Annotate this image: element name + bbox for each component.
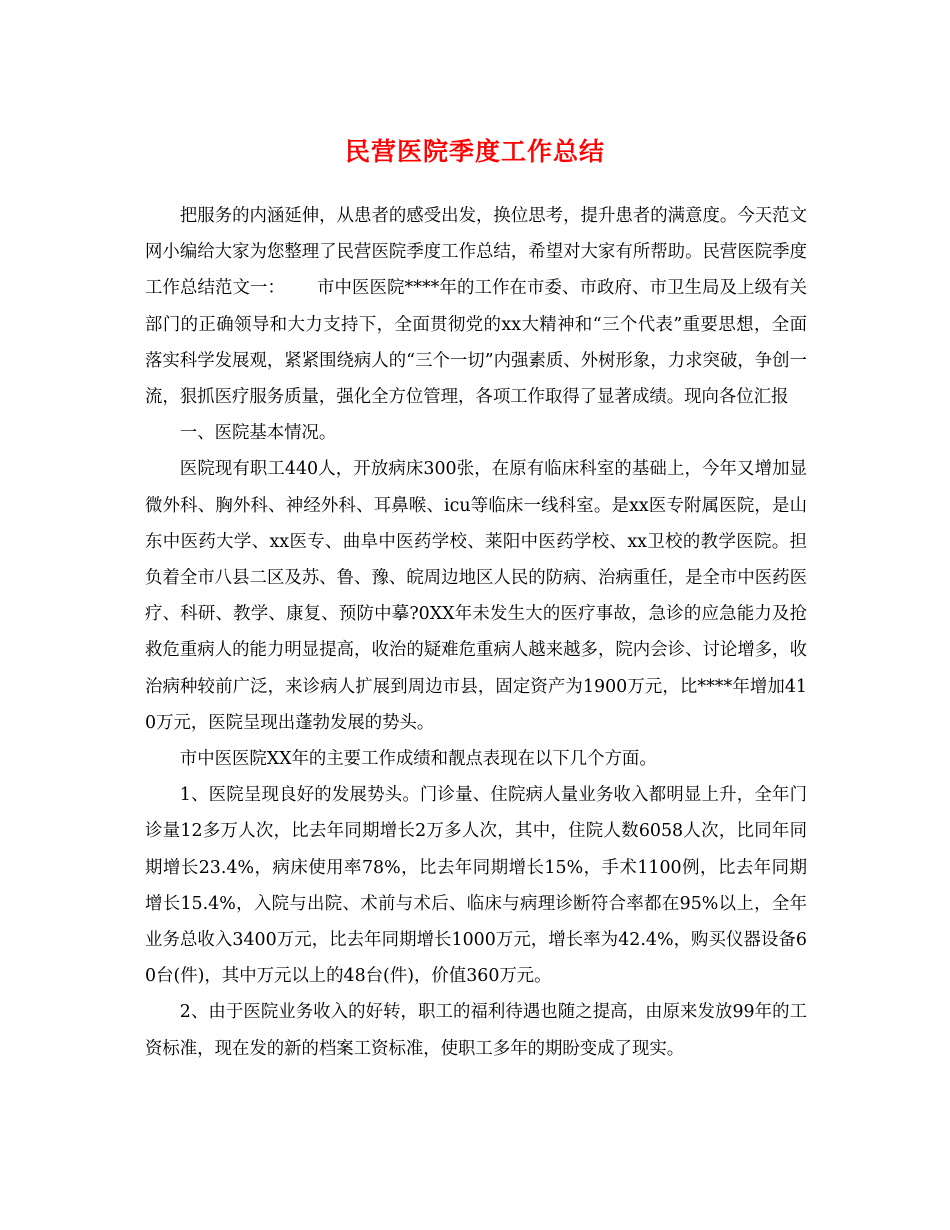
document-body	[145, 198, 807, 1067]
paragraph-intro: 把服务的内涵延伸，从患者的感受出发，换位思考，提升患者的满意度。今天范文网小编给大家为您整理了民营医院季度工作总结，希望对大家有所帮助。民营医院季度工作总结范文一： 市中医医院****年的工作在市委、市政府、市卫生局及上级有关部门的正确领导和大力支持下，全面贯彻党的xx大精神和“三个代表”重要思想，全面落实科学发展观，紧紧围绕病人的“三个一切”内强素质、外树形象，力求突破，争创一流，狠抓医疗服务质量，强化全方位管理，各项工作取得了显著成绩。现向各位汇报	[145, 206, 807, 408]
paragraph-section-heading: 一、医院基本情况。	[179, 423, 337, 444]
paragraph-item-2: 2、由于医院业务收入的好转，职工的福利待遇也随之提高，由原来发放99年的工资标准，现在发的新的档案工资标准，使职工多年的期盼变成了现实。	[145, 1002, 807, 1059]
paragraph-item-1: 1、医院呈现良好的发展势头。门诊量、住院病人量业务收入都明显上升，全年门诊量12多万人次，比去年同期增长2万多人次，其中，住院人数6058人次，比同年同期增长23.4%，病床使用率78%，比去年同期增长15%，手术1100例，比去年同期增长15.4%，入院与出院、术前与术后、临床与病理诊断符合率都在95%以上，全年业务总收入3400万元，比去年同期增长1000万元，增长率为42.4%，购买仪器设备60台(件)，其中万元以上的48台(件)，价值360万元。	[145, 785, 807, 987]
paragraph-achievements-intro: 市中医医院XX年的主要工作成绩和靓点表现在以下几个方面。	[179, 749, 657, 770]
document-title: 民营医院季度工作总结	[344, 137, 605, 166]
paragraph-basic-info: 医院现有职工440人，开放病床300张，在原有临床科室的基础上，今年又增加显微外科、胸外科、神经外科、耳鼻喉、icu等临床一线科室。是xx医专附属医院，是山东中医药大学、xx医专、曲阜中医药学校、莱阳中医药学校、xx卫校的教学医院。担负着全市八县二区及苏、鲁、豫、皖周边地区人民的防病、治病重任，是全市中医药医疗、科研、教学、康复、预防中摹?0XX年未发生大的医疗事故，急诊的应急能力及抢救危重病人的能力明显提高，收治的疑难危重病人越来越多，院内会诊、讨论增多，收治病种较前广泛，来诊病人扩展到周边市县，固定资产为1900万元，比****年增加410万元，医院呈现出蓬勃发展的势头。	[145, 459, 807, 733]
